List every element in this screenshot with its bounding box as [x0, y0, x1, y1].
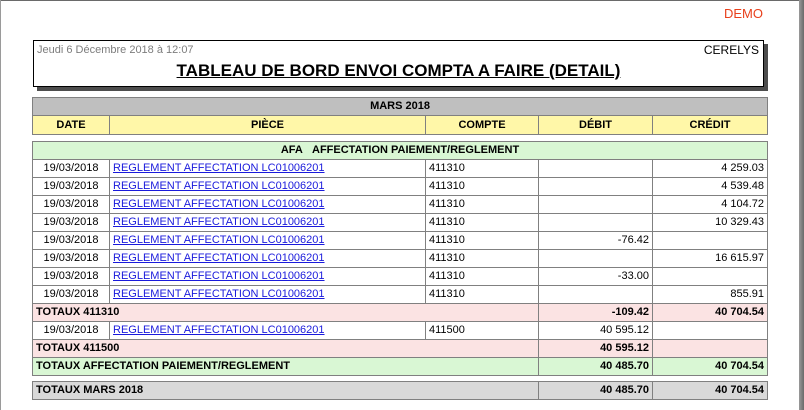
demo-watermark: DEMO [724, 6, 763, 21]
report-header [33, 40, 764, 87]
row-piece-link[interactable]: REGLEMENT AFFECTATION LC01006201 [113, 288, 325, 300]
row-compte: 411310 [426, 160, 539, 178]
month-header-row [33, 98, 768, 116]
row-piece-link[interactable]: REGLEMENT AFFECTATION LC01006201 [113, 198, 325, 210]
row-credit: 4 104.72 [653, 196, 768, 214]
row-piece-cell [110, 322, 426, 340]
table-row [33, 214, 768, 232]
month-total-credit: 40 704.54 [653, 382, 768, 400]
month-total-row [33, 382, 768, 400]
row-debit [539, 196, 653, 214]
group-total-credit: 40 704.54 [653, 358, 768, 376]
row-piece-cell [110, 286, 426, 304]
row-piece-link[interactable]: REGLEMENT AFFECTATION LC01006201 [113, 162, 325, 174]
row-date: 19/03/2018 [33, 268, 110, 286]
row-piece-cell [110, 232, 426, 250]
group-header-row [33, 142, 768, 160]
row-date: 19/03/2018 [33, 160, 110, 178]
row-piece-link[interactable]: REGLEMENT AFFECTATION LC01006201 [113, 234, 325, 246]
row-compte: 411310 [426, 286, 539, 304]
row-piece-cell [110, 214, 426, 232]
row-compte: 411500 [426, 322, 539, 340]
group-total-label: TOTAUX AFFECTATION PAIEMENT/REGLEMENT [33, 358, 539, 376]
month-label: MARS 2018 [33, 98, 768, 116]
row-credit [653, 268, 768, 286]
row-date: 19/03/2018 [33, 250, 110, 268]
row-credit: 10 329.43 [653, 214, 768, 232]
group-label: AFFECTATION PAIEMENT/REGLEMENT [312, 144, 520, 156]
subtotal-row-411310 [33, 304, 768, 322]
row-debit [539, 286, 653, 304]
row-date: 19/03/2018 [33, 232, 110, 250]
group-total-debit: 40 485.70 [539, 358, 653, 376]
row-compte: 411310 [426, 214, 539, 232]
row-credit [653, 322, 768, 340]
subtotal-debit: 40 595.12 [539, 340, 653, 358]
row-piece-link[interactable]: REGLEMENT AFFECTATION LC01006201 [113, 270, 325, 282]
row-debit [539, 178, 653, 196]
row-date: 19/03/2018 [33, 178, 110, 196]
row-debit: -76.42 [539, 232, 653, 250]
report-table [32, 97, 768, 400]
row-credit: 16 615.97 [653, 250, 768, 268]
row-debit [539, 214, 653, 232]
row-compte: 411310 [426, 196, 539, 214]
subtotal-debit: -109.42 [539, 304, 653, 322]
report-date: Jeudi 6 Décembre 2018 à 12:07 [37, 44, 194, 56]
row-piece-link[interactable]: REGLEMENT AFFECTATION LC01006201 [113, 252, 325, 264]
row-compte: 411310 [426, 178, 539, 196]
table-row [33, 160, 768, 178]
row-date: 19/03/2018 [33, 214, 110, 232]
window-left-border [0, 0, 1, 410]
table-row [33, 232, 768, 250]
row-piece-cell [110, 268, 426, 286]
group-total-row [33, 358, 768, 376]
table-row [33, 196, 768, 214]
row-debit [539, 160, 653, 178]
row-compte: 411310 [426, 268, 539, 286]
col-credit-header: CRÉDIT [653, 116, 768, 135]
row-credit [653, 232, 768, 250]
row-credit: 4 539.48 [653, 178, 768, 196]
row-compte: 411310 [426, 250, 539, 268]
row-debit: 40 595.12 [539, 322, 653, 340]
subtotal-credit: 40 704.54 [653, 304, 768, 322]
company-name: CERELYS [703, 43, 759, 57]
col-compte-header: COMPTE [426, 116, 539, 135]
table-row [33, 286, 768, 304]
row-compte: 411310 [426, 232, 539, 250]
row-date: 19/03/2018 [33, 196, 110, 214]
row-debit [539, 250, 653, 268]
window-right-border [799, 0, 804, 410]
row-piece-cell [110, 250, 426, 268]
col-debit-header: DÉBIT [539, 116, 653, 135]
month-total-debit: 40 485.70 [539, 382, 653, 400]
row-piece-link[interactable]: REGLEMENT AFFECTATION LC01006201 [113, 180, 325, 192]
subtotal-label: TOTAUX 411310 [33, 304, 539, 322]
row-piece-cell [110, 178, 426, 196]
window-top-border [0, 0, 804, 1]
month-total-label: TOTAUX MARS 2018 [33, 382, 539, 400]
row-date: 19/03/2018 [33, 286, 110, 304]
row-piece-cell [110, 160, 426, 178]
row-debit: -33.00 [539, 268, 653, 286]
table-row [33, 178, 768, 196]
subtotal-label: TOTAUX 411500 [33, 340, 539, 358]
column-header-row [33, 116, 768, 135]
group-code: AFA [280, 144, 303, 156]
table-row [33, 268, 768, 286]
row-credit: 4 259.03 [653, 160, 768, 178]
group-header [33, 142, 768, 160]
row-piece-link[interactable]: REGLEMENT AFFECTATION LC01006201 [113, 216, 325, 228]
report-title: TABLEAU DE BORD ENVOI COMPTA A FAIRE (DETAIL) [176, 61, 621, 80]
col-piece-header: PIÈCE [110, 116, 426, 135]
row-date: 19/03/2018 [33, 322, 110, 340]
row-piece-cell [110, 196, 426, 214]
table-row [33, 322, 768, 340]
col-date-header: DATE [33, 116, 110, 135]
row-credit: 855.91 [653, 286, 768, 304]
spacer-row [33, 135, 768, 142]
table-row [33, 250, 768, 268]
row-piece-link[interactable]: REGLEMENT AFFECTATION LC01006201 [113, 324, 325, 336]
subtotal-credit [653, 340, 768, 358]
subtotal-row-411500 [33, 340, 768, 358]
